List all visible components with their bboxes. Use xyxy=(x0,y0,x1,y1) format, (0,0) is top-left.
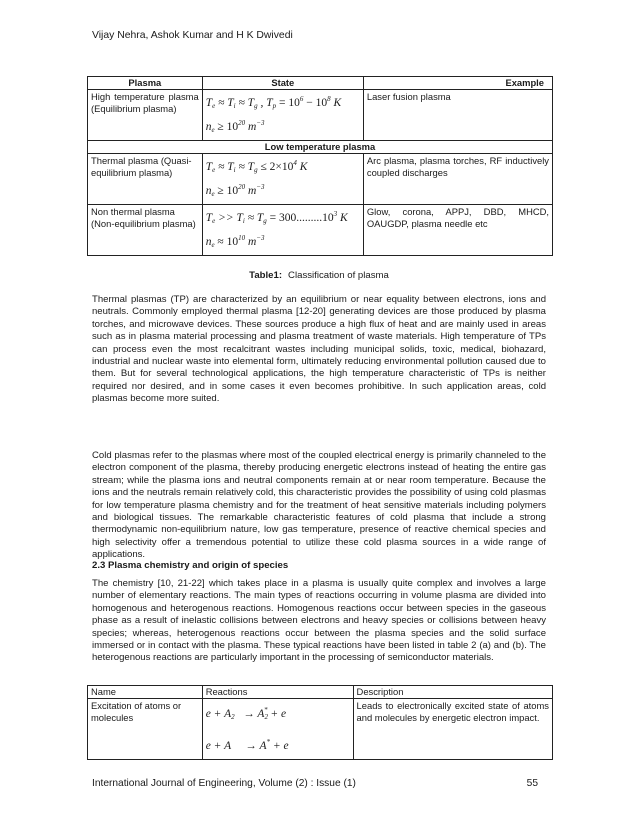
journal-citation: International Journal of Engineering, Volume (2) : Issue (1) xyxy=(92,778,356,789)
table-caption xyxy=(0,270,638,281)
reaction-description-cell: Leads to electronically excited state of atoms and molecules by energetic electron impact. xyxy=(353,699,552,760)
density-equation: $n_e \approx 10^{10}$ $m^{-3}$ xyxy=(205,234,265,249)
section-heading: 2.3 Plasma chemistry and origin of species xyxy=(92,560,289,571)
column-header: Description xyxy=(353,686,552,699)
page-number: 55 xyxy=(526,778,538,789)
low-temperature-heading: Low temperature plasma xyxy=(88,141,553,154)
running-header: Vijay Nehra, Ashok Kumar and H K Dwivedi xyxy=(92,30,293,41)
density-equation: $n_e \ge 10^{20}$ $m^{-3}$ xyxy=(205,183,265,198)
table-row xyxy=(88,699,553,760)
column-header: Plasma xyxy=(88,77,203,90)
state-equation: $T_e >> T_i \approx T_g = 300.........10^3$ K xyxy=(205,210,348,225)
table-header-row xyxy=(88,77,553,90)
example-cell: Laser fusion plasma xyxy=(363,90,552,141)
reactions-table xyxy=(87,685,553,760)
state-equation: $T_e \approx T_i \approx T_g$ , $T_p = 10^6 - 10^8$ K xyxy=(205,95,342,110)
state-equation: $T_e \approx T_i \approx T_g \le 2\times 10^4$ K xyxy=(205,159,308,174)
paragraph-thermal-plasmas: Thermal plasmas (TP) are characterized by an equilibrium or near equality between electrons, ions and neutrals. Commonly employed thermal plasma [12-20] generating devices are those produced by plasma torches, and microwave devices. These sources produce a high flux of heat and are mainly used in areas such as in plasma material processing and plasma treatment of waste materials. High temperature of TPs can process even the most recalcitrant wastes including municipal solids, toxic, medical, biohazard, industrial and nuclear waste into elemental form, ultimately reducing environmental pollution caused due to them. But for several technological applications, the high temperature characteristic of TPs is neither required nor desired, and in some cases it even becomes prohibitive. In such application areas, cold plasmas become more suited. xyxy=(92,294,546,405)
example-cell: Arc plasma, plasma torches, RF inductively coupled discharges xyxy=(363,154,552,205)
caption-text: Classification of plasma xyxy=(288,270,389,281)
plasma-type-cell: Thermal plasma (Quasi-equilibrium plasma) xyxy=(88,154,203,205)
column-header: Reactions xyxy=(202,686,353,699)
plasma-classification-table xyxy=(87,76,553,256)
paragraph-plasma-chemistry: The chemistry [10, 21-22] which takes place in a plasma is usually quite complex and involves a large number of elementary reactions. The main types of reactions occurring in volume plasma are divided into homogenous and heterogenous reactions. Homogenous reactions occur between species in the gaseous phase as a result of inelastic collisions between electrons and heavy species or collisions between heavy species; whereas, heterogenous reactions occur between the plasma species and the solid surface immersed or in contact with the plasma. These typical reactions have been listed in table 2 (a) and (b). The heterogenous reactions are particularly important in the processing of semiconductor materials. xyxy=(92,578,546,664)
reaction-equation: e + A → A* + e xyxy=(205,738,289,752)
table-row xyxy=(88,154,553,205)
section-heading-row xyxy=(88,141,553,154)
reaction-name-cell: Excitation of atoms or molecules xyxy=(88,699,203,760)
example-cell: Glow, corona, APPJ, DBD, MHCD, OAUGDP, plasma needle etc xyxy=(363,205,552,256)
column-header: State xyxy=(202,77,363,90)
plasma-type-cell: Non thermal plasma (Non-equilibrium plasma) xyxy=(88,205,203,256)
reaction-equation: $e + A_2 \to A_2^* + e$ xyxy=(205,706,287,721)
density-equation: $n_e \ge 10^{20}$ $m^{-3}$ xyxy=(205,119,265,134)
page-footer xyxy=(92,778,538,789)
plasma-type-cell: High temperature plasma (Equilibrium plasma) xyxy=(88,90,203,141)
state-cell xyxy=(202,154,363,205)
reaction-cell xyxy=(202,699,353,760)
state-cell xyxy=(202,205,363,256)
paragraph-cold-plasmas: Cold plasmas refer to the plasmas where most of the coupled electrical energy is primarily channeled to the electron component of the plasma, thereby producing energetic electrons instead of heating the entire gas stream; while the plasma ions and neutral components remain at or near room temperature. Because the ions and the neutrals remain relatively cold, this characteristic provides the possibility of using cold plasmas for low temperature plasma chemistry and for the treatment of heat sensitive materials including polymers and biological tissues. The remarkable characteristic features of cold plasma that include a strong thermodynamic non-equilibrium nature, low gas temperature, presence of reactive chemical species and high selectivity offer a tremendous potential to utilize these cold plasma sources in a wide range of applications. xyxy=(92,450,546,561)
state-cell xyxy=(202,90,363,141)
caption-label: Table1: xyxy=(249,270,283,281)
table-row xyxy=(88,205,553,256)
table-row xyxy=(88,90,553,141)
column-header: Example xyxy=(363,77,552,90)
table-header-row xyxy=(88,686,553,699)
column-header: Name xyxy=(88,686,203,699)
